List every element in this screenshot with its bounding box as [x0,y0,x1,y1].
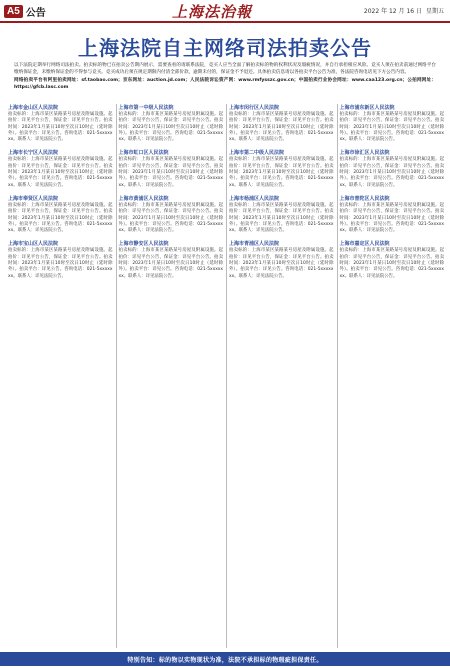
court-name: 上海市长宁区人民法院 [8,150,59,157]
auction-notice [8,149,113,188]
notice-column [337,104,445,648]
court-name: 上海市普陀区人民法院 [339,195,390,202]
auction-notice [340,240,445,279]
auction-notice [229,104,334,143]
notice-text: 拍卖标的：上海市某区某路某号房屋及附属设施。起拍价：详见平台公告，保证金：详见平台公告。拍卖时间：2023年1月某日10时至次日10时止（延时除外）。拍卖平台：详见公告。咨询电话：021-5xxxxxxx。联系人：详见法院公告。 [118,202,223,234]
page-title: 上海法院自主网络司法拍卖公告 [78,36,372,60]
issue-date: 2022 年 12 月 16 日 [363,8,422,15]
page-footer: 特别告知：标的物以实物现状为准，法院不承担标的物瑕疵担保责任。 [0,652,450,666]
notice-column [8,104,113,648]
court-name: 上海市奉贤区人民法院 [8,195,59,202]
notice-column [226,104,334,648]
auction-notice [119,195,224,234]
court-name: 上海市第二中级人民法院 [229,150,285,157]
section-tab [4,3,46,19]
auction-notice [8,104,113,143]
court-name: 上海市闵行区人民法院 [229,105,280,111]
notice-text: 拍卖标的：上海市某区某路某号房屋及附属设施。起拍价：详见平台公告，保证金：详见平台公告。拍卖时间：2023年1月某日10时至次日10时止（延时除外）。拍卖平台：详见公告。咨询电话：021-5xxxxxxx。联系人：详见法院公告。 [118,112,223,143]
auction-notice [8,240,113,279]
court-name: 上海市第一中级人民法院 [118,105,174,111]
auction-notice [119,104,224,143]
auction-notice [340,104,445,143]
court-name: 上海市金山区人民法院 [8,105,59,111]
notice-text: 拍卖标的：上海市某区某路某号房屋及附属设施。起拍价：详见平台公告，保证金：详见平台公告。拍卖时间：2023年1月某日10时至次日10时止（延时除外）。拍卖平台：详见公告。咨询电话：021-5xxxxxxx。联系人：详见法院公告。 [229,157,334,188]
court-name: 上海市静安区人民法院 [118,241,169,248]
auction-notice [340,195,445,234]
auction-notice [229,240,334,279]
auction-notice [229,149,334,188]
court-name: 上海市杨浦区人民法院 [229,195,280,202]
issue-info [364,6,444,15]
newspaper-masthead: 上海法治報 [172,3,253,21]
court-name: 上海市嘉定区人民法院 [339,241,390,248]
notice-text: 拍卖标的：上海市某区某路某号房屋及附属设施。起拍价：详见平台公告，保证金：详见平台公告。拍卖时间：2023年1月某日10时至次日10时止（延时除外）。拍卖平台：详见公告。咨询电话：021-5xxxxxxx。联系人：详见法院公告。 [339,157,444,188]
page-number-badge: A5 [4,5,23,18]
notice-columns [8,104,444,648]
notice-column [116,104,224,648]
intro-block [14,62,436,92]
court-name: 上海市宝山区人民法院 [8,241,59,248]
court-name: 上海市浦东新区人民法院 [339,105,395,111]
notice-text: 拍卖标的：上海市某区某路某号房屋及附属设施。起拍价：详见平台公告，保证金：详见平台公告。拍卖时间：2023年1月某日10时至次日10时止（延时除外）。拍卖平台：详见公告。咨询电话：021-5xxxxxxx。联系人：详见法院公告。 [8,112,113,143]
notice-text: 拍卖标的：上海市某区某路某号房屋及附属设施。起拍价：详见平台公告，保证金：详见平台公告。拍卖时间：2023年1月某日10时至次日10时止（延时除外）。拍卖平台：详见公告。咨询电话：021-5xxxxxxx。联系人：详见法院公告。 [229,248,334,279]
notice-text: 拍卖标的：上海市某区某路某号房屋及附属设施。起拍价：详见平台公告，保证金：详见平台公告。拍卖时间：2023年1月某日10时至次日10时止（延时除外）。拍卖平台：详见公告。咨询电话：021-5xxxxxxx。联系人：详见法院公告。 [8,248,113,279]
auction-notice [119,240,224,279]
court-name: 上海市青浦区人民法院 [229,241,280,248]
auction-notice [8,195,113,234]
notice-text: 拍卖标的：上海市某区某路某号房屋及附属设施。起拍价：详见平台公告，保证金：详见平台公告。拍卖时间：2023年1月某日10时至次日10时止（延时除外）。拍卖平台：详见公告。咨询电话：021-5xxxxxxx。联系人：详见法院公告。 [118,248,223,279]
section-name: 公告 [25,7,46,19]
intro-paragraph: 以下法院定期举行网络司法拍卖。拍卖标的物已在拍卖公告期内展示，需要查看的请联系法院，竞买人应当全面了解拍卖标的物的权利状况及瑕疵情况，并自行承担相应风险。竞买人须在拍卖前通过网络平台缴纳保证金，未缴纳保证金的不得参与竞买。竞买成功后须在规定期限内付清全部价款，逾期未付的，保证金不予退还。具体拍卖信息请以各拍卖平台公告为准，各法院咨询电话见下方公告内容。 [14,63,436,76]
page-header [0,0,450,22]
issue-weekday: 星期五 [425,8,444,15]
notice-text: 拍卖标的：上海市某区某路某号房屋及附属设施。起拍价：详见平台公告，保证金：详见平台公告。拍卖时间：2023年1月某日10时至次日10时止（延时除外）。拍卖平台：详见公告。咨询电话：021-5xxxxxxx。联系人：详见法院公告。 [339,202,444,234]
auction-notice [340,149,445,188]
court-name: 上海市徐汇区人民法院 [339,150,390,157]
notice-text: 拍卖标的：上海市某区某路某号房屋及附属设施。起拍价：详见平台公告，保证金：详见平台公告。拍卖时间：2023年1月某日10时至次日10时止（延时除外）。拍卖平台：详见公告。咨询电话：021-5xxxxxxx。联系人：详见法院公告。 [8,157,113,188]
notice-text: 拍卖标的：上海市某区某路某号房屋及附属设施。起拍价：详见平台公告，保证金：详见平台公告。拍卖时间：2023年1月某日10时至次日10时止（延时除外）。拍卖平台：详见公告。咨询电话：021-5xxxxxxx。联系人：详见法院公告。 [8,202,113,234]
court-name: 上海市黄浦区人民法院 [118,195,169,202]
auction-notice [119,149,224,188]
notice-text: 拍卖标的：上海市某区某路某号房屋及附属设施。起拍价：详见平台公告，保证金：详见平台公告。拍卖时间：2023年1月某日10时至次日10时止（延时除外）。拍卖平台：详见公告。咨询电话：021-5xxxxxxx。联系人：详见法院公告。 [118,157,223,188]
notice-text: 拍卖标的：上海市某区某路某号房屋及附属设施。起拍价：详见平台公告，保证金：详见平台公告。拍卖时间：2023年1月某日10时至次日10时止（延时除外）。拍卖平台：详见公告。咨询电话：021-5xxxxxxx。联系人：详见法院公告。 [339,112,444,143]
intro-platform-links: 网络拍卖平台有阿里拍卖网址：sf.taobao.com；京东网址：auction.jd.com；人民法院诉讼资产网：www.rmfysszc.gov.cn；中国拍卖行业协会网址：www.caa123.org.cn；公拍网网址：https://gfcb.lasc.com [14,77,436,91]
court-name: 上海市虹口区人民法院 [118,150,169,157]
notice-text: 拍卖标的：上海市某区某路某号房屋及附属设施。起拍价：详见平台公告，保证金：详见平台公告。拍卖时间：2023年1月某日10时至次日10时止（延时除外）。拍卖平台：详见公告。咨询电话：021-5xxxxxxx。联系人：详见法院公告。 [229,112,334,143]
header-rule [0,21,450,23]
auction-notice [229,195,334,234]
notice-text: 拍卖标的：上海市某区某路某号房屋及附属设施。起拍价：详见平台公告，保证金：详见平台公告。拍卖时间：2023年1月某日10时至次日10时止（延时除外）。拍卖平台：详见公告。咨询电话：021-5xxxxxxx。联系人：详见法院公告。 [229,202,334,234]
notice-text: 拍卖标的：上海市某区某路某号房屋及附属设施。起拍价：详见平台公告，保证金：详见平台公告。拍卖时间：2023年1月某日10时至次日10时止（延时除外）。拍卖平台：详见公告。咨询电话：021-5xxxxxxx。联系人：详见法院公告。 [339,248,444,279]
